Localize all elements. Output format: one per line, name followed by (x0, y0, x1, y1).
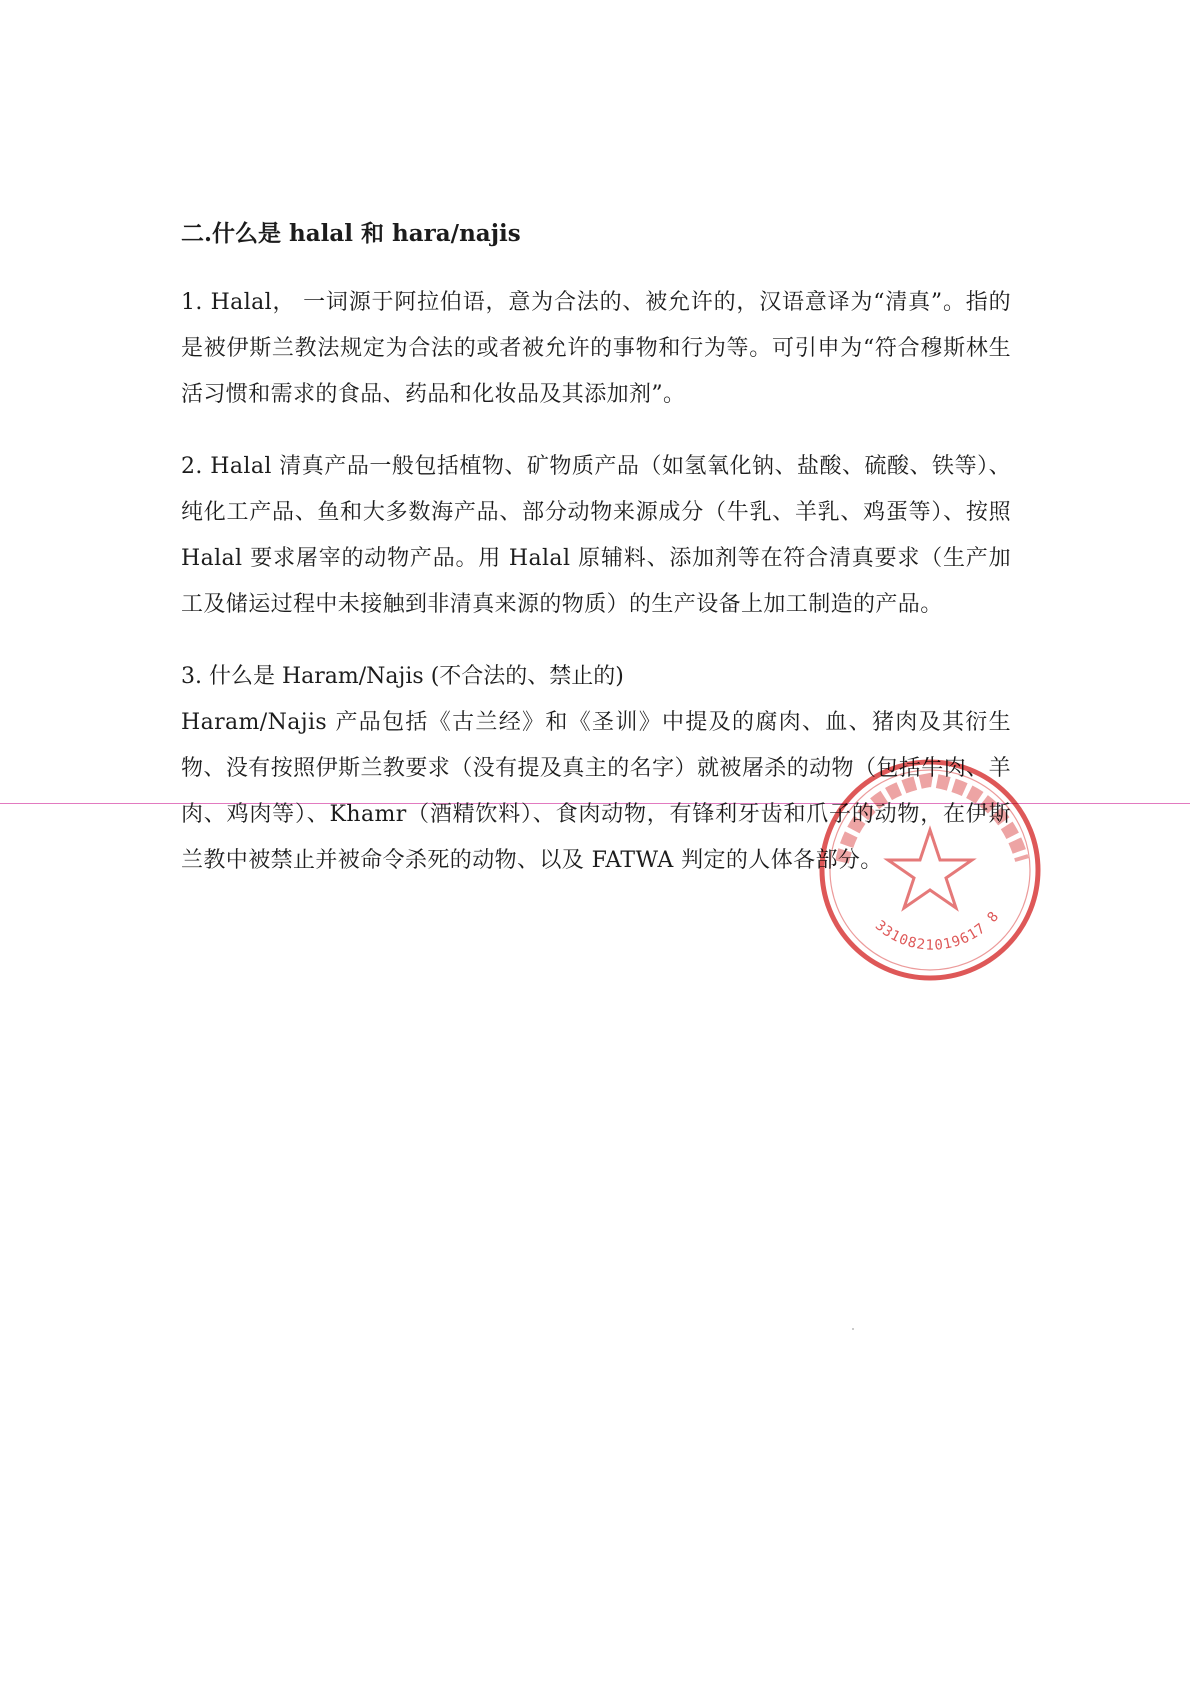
paragraph-haram-products: Haram/Najis 产品包括《古兰经》和《圣训》中提及的腐肉、血、猪肉及其衍生物、没有按照伊斯兰教要求（没有提及真主的名字）就被屠杀的动物（包括牛肉、羊肉、鸡肉等）、Khamr（酒精饮料）、食肉动物，有锋利牙齿和爪子的动物，在伊斯兰教中被禁止并被命令杀死的动物、以及 FATWA 判定的人体各部分。 (181, 710, 1011, 873)
scan-speck (852, 1328, 854, 1330)
paragraph-halal-definition: 1. Halal， 一词源于阿拉伯语，意为合法的、被允许的，汉语意译为“清真”。指的是被伊斯兰教法规定为合法的或者被允许的事物和行为等。可引申为“符合穆斯林生活习惯和需求的食品、药品和化妆品及其添加剂”。 (181, 290, 1011, 407)
seal-star-icon (888, 830, 972, 908)
seal-number: 3310821019617 8 (871, 908, 1003, 954)
company-seal-stamp (812, 752, 1052, 992)
paragraph-halal-products: 2. Halal 清真产品一般包括植物、矿物质产品（如氢氧化钠、盐酸、硫酸、铁等）、纯化工产品、鱼和大多数海产品、部分动物来源成分（牛乳、羊乳、鸡蛋等）、按照 Halal 要求屠宰的动物产品。用 Halal 原辅料、添加剂等在符合清真要求（生产加工及储运过程中未接触到非清真来源的物质）的生产设备上加工制造的产品。 (181, 454, 1011, 617)
subsection-title-haram: 3. 什么是 Haram/Najis (不合法的、禁止的) (181, 664, 624, 689)
section-heading: 二.什么是 halal 和 hara/najis (181, 220, 521, 247)
svg-text:3310821019617 8 (872, 908, 1003, 954)
